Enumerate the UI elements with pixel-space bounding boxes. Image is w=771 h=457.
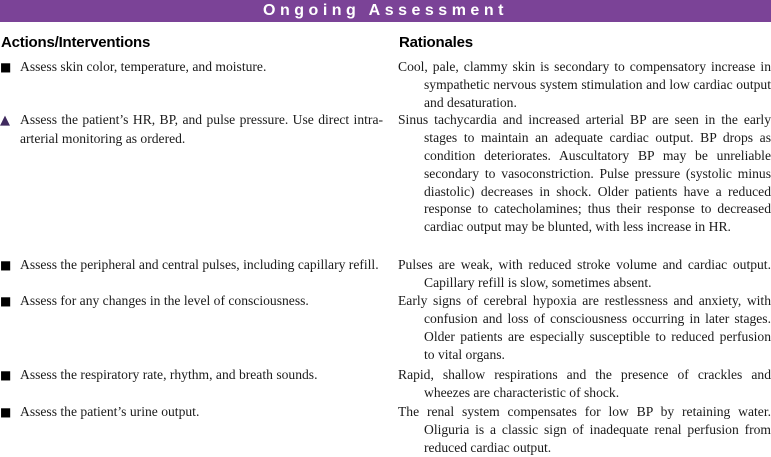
table-row <box>0 111 771 256</box>
rationale-text: The renal system compensates for low BP by retaining water. Oliguria is a classic sign of inadequate renal perfusion from reduced cardiac output. <box>398 404 771 455</box>
table-row <box>0 292 771 366</box>
rationale-text: Rapid, shallow respirations and the presence of crackles and wheezes are characteristic of shock. <box>398 367 771 401</box>
column-headers <box>0 34 771 51</box>
table-row <box>0 366 771 403</box>
bullet-icon: ▲ <box>0 113 10 129</box>
action-text: Assess the peripheral and central pulses, including capillary refill. <box>20 257 379 273</box>
action-text: Assess the patient’s urine output. <box>20 404 200 420</box>
rationale-text: Early signs of cerebral hypoxia are restlessness and anxiety, with confusion and loss of consciousness occurring in later stages. Older patients are especially susceptible to reduced perfusion to vital organs. <box>398 293 771 362</box>
table-row <box>0 256 771 292</box>
table-row <box>0 403 771 457</box>
page-title: Ongoing Assessment <box>263 2 508 19</box>
column-header-rationales: Rationales <box>399 34 473 51</box>
action-text: Assess for any changes in the level of consciousness. <box>20 293 309 309</box>
action-text: Assess skin color, temperature, and moisture. <box>20 59 267 74</box>
action-cell <box>0 111 383 148</box>
action-text: Assess the respiratory rate, rhythm, and breath sounds. <box>20 367 318 383</box>
action-cell <box>0 403 383 422</box>
action-cell <box>0 292 383 311</box>
bullet-icon: ■ <box>0 294 12 309</box>
assessment-table <box>0 58 771 457</box>
rationale-text: Cool, pale, clammy skin is secondary to compensatory increase in sympathetic nervous system stimulation and low cardiac output and desaturation. <box>398 59 771 110</box>
bullet-icon: ■ <box>0 60 12 74</box>
rationale-text: Sinus tachycardia and increased arterial BP are seen in the early stages to maintain an adequate cardiac output. BP drops as condition deteriorates. Auscultatory BP may be unreliable secondary to vasoconstriction. Pulse pressure (systolic minus diastolic) decreases in shock. Older patients have a reduced response to catecholamines; thus their response to decreased cardiac output may be blunted, with less increase in HR. <box>398 112 771 235</box>
rationale-text: Pulses are weak, with reduced stroke volume and cardiac output. Capillary refill is slow, sometimes absent. <box>398 257 771 291</box>
action-text: Assess the patient’s HR, BP, and pulse pressure. Use direct intra-arterial monitoring as ordered. <box>20 112 383 147</box>
action-cell <box>0 58 383 77</box>
section-header-bar <box>0 0 771 22</box>
table-row <box>0 58 771 111</box>
bullet-icon: ■ <box>0 368 12 383</box>
action-cell <box>0 256 383 275</box>
action-cell <box>0 366 383 385</box>
bullet-icon: ■ <box>0 405 12 420</box>
bullet-icon: ■ <box>0 258 12 273</box>
column-header-actions: Actions/Interventions <box>1 34 151 51</box>
